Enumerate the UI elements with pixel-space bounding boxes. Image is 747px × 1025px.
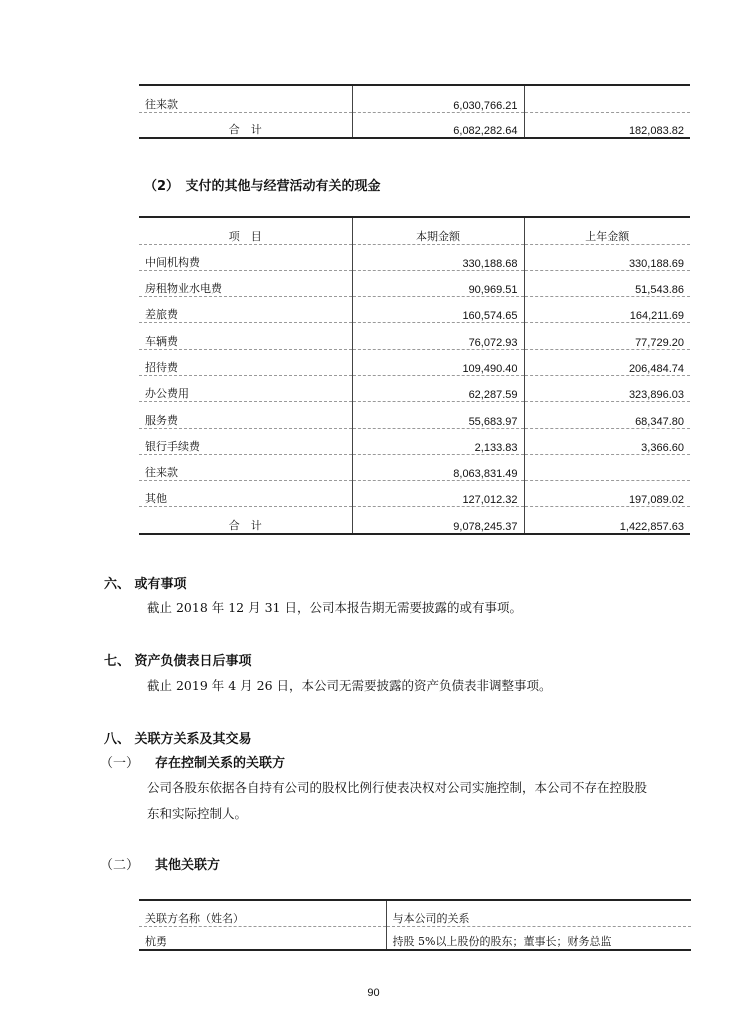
row-prior: 206,484.74 [524,349,690,375]
row-item: 往来款 [139,85,352,112]
total-prior: 1,422,857.63 [619,520,684,533]
table-row [139,375,690,401]
table-continuation [139,84,690,139]
row-prior [524,454,690,480]
total-current: 6,082,282.64 [352,112,524,138]
row-prior: 68,347.80 [524,402,690,428]
row-current: 6,030,766.21 [352,85,524,112]
table-row [139,481,690,507]
header-current: 本期金额 [352,217,524,244]
row-prior: 77,729.20 [524,323,690,349]
row-item: 银行手续费 [139,428,352,454]
row-current: 109,490.40 [352,349,524,375]
row-current: 76,072.93 [352,323,524,349]
section-title-7: 七、 资产负债表日后事项 [104,654,252,669]
row-current: 160,574.65 [352,297,524,323]
section-title-2: （2） 支付的其他与经营活动有关的现金 [144,179,381,194]
total-row [139,112,690,138]
row-prior: 323,896.03 [524,375,690,401]
row-current: 62,287.59 [352,375,524,401]
row-current: 127,012.32 [352,481,524,507]
row-current: 330,188.68 [352,244,524,270]
total-row [139,507,690,534]
header-relation: 与本公司的关系 [386,900,691,926]
total-prior: 182,083.82 [628,125,684,137]
table-row [139,349,690,375]
subsection-number-1: （一） [100,756,140,771]
row-prior: 3,366.60 [524,428,690,454]
table-row [139,926,691,950]
row-item: 招待费 [139,349,352,375]
section-title-6: 六、 或有事项 [104,577,187,592]
row-relation: 持股 5%以上股份的股东；董事长；财务总监 [392,935,612,948]
table-related-parties [139,899,691,951]
subsection-number-2: （二） [100,858,140,873]
table-row [139,402,690,428]
total-current: 9,078,245.37 [352,507,524,534]
table-header-row [139,900,691,926]
row-item: 服务费 [139,402,352,428]
section-text-6: 截止 2018 年 12 月 31 日，公司本报告期无需要披露的或有事项。 [147,600,522,615]
row-item: 房租物业水电费 [139,270,352,296]
row-prior: 164,211.69 [524,297,690,323]
header-name: 关联方名称（姓名） [139,900,386,926]
section-title-8: 八、 关联方关系及其交易 [104,732,252,747]
subsection-text-1a: 公司各股东依据各自持有公司的股权比例行使表决权对公司实施控制，本公司不存在控股股 [147,780,648,795]
total-label: 合 计 [139,507,352,534]
row-current: 8,063,831.49 [352,454,524,480]
row-prior: 51,543.86 [524,270,690,296]
page-number: 90 [367,987,380,999]
row-prior [524,85,690,112]
table-row [139,244,690,270]
table-row [139,454,690,480]
row-item: 办公费用 [139,375,352,401]
table-row [139,428,690,454]
row-item: 中间机构费 [139,244,352,270]
subsection-title-1: 存在控制关系的关联方 [155,756,286,771]
row-name: 杭勇 [139,926,386,950]
row-current: 90,969.51 [352,270,524,296]
row-prior: 330,188.69 [524,244,690,270]
row-current: 2,133.83 [352,428,524,454]
row-item: 其他 [139,481,352,507]
table-other-operating-payments [139,216,690,535]
section-text-7: 截止 2019 年 4 月 26 日，本公司无需要披露的资产负债表非调整事项。 [147,678,552,693]
table-row [139,323,690,349]
table-row [139,297,690,323]
row-item: 往来款 [139,454,352,480]
subsection-text-1b: 东和实际控制人。 [147,806,248,821]
header-item: 项 目 [139,217,352,244]
total-label: 合 计 [139,112,352,138]
table-row [139,270,690,296]
row-item: 差旅费 [139,297,352,323]
table-row [139,85,690,112]
header-prior: 上年金额 [524,217,690,244]
row-prior: 197,089.02 [524,481,690,507]
subsection-title-2: 其他关联方 [155,858,221,873]
row-item: 车辆费 [139,323,352,349]
row-current: 55,683.97 [352,402,524,428]
table-header-row [139,217,690,244]
